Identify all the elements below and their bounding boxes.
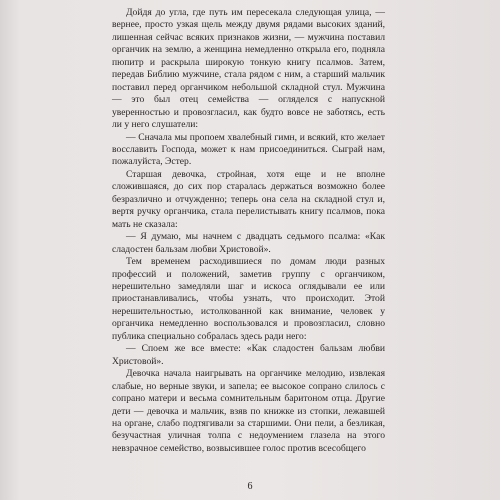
paragraph: — Сначала мы пропоем хвалебный гимн, и всякий, кто желает восславить Господа, может к нам присоединиться. Сыграй нам, пожалуйста, Эстер. <box>112 131 385 168</box>
paragraph: — Я думаю, мы начнем с двадцать седьмого псалма: «Как сладостен бальзам любви Христовой». <box>112 231 385 255</box>
paragraph: Девочка начала наигрывать на органчике мелодию, извлекая слабые, но верные звуки, и запела; ее высокое сопрано слилось с сопрано матери и весьма сомнительным баритоном отца. Другие дети — девочка и мальчик, взяв по книжке из стопки, лежавшей на органе, слабо подтягивали за старшими. Они пели, а безликая, безучастная уличная толпа с недоумением глазела на этого невзрачное семейство, возвысившее голос против всесобщего <box>112 368 385 454</box>
paragraph: — Споем же все вместе: «Как сладостен бальзам любви Христовой». <box>112 343 385 367</box>
body-text <box>112 7 385 455</box>
paragraph: Старшая девочка, стройная, хотя еще и не вполне сложившаяся, до сих пор старалась держаться возможно более безразлично и отчужденно; теперь она села на складной стул и, вертя ручку органчика, стала перелистывать книгу псалмов, пока мать не сказала: <box>112 168 385 230</box>
page-number: 6 <box>247 481 253 492</box>
paragraph: Дойдя до угла, где путь им пересекала следующая улица, — вернее, просто узкая щель между двумя рядами высоких зданий, лишенная сейчас всяких признаков жизни, — мужчина поставил органчик на землю, а женщина немедленно открыла его, подняла пюпитр и раскрыла широкую тонкую книгу псалмов. Затем, передав Библию мужчине, стала рядом с ним, а старший мальчик поставил перед органчиком небольшой складной стул. Мужчина — это был отец семейства — огляделся с напускной уверенностью и провозгласил, как будто вовсе не заботясь, есть ли у него слушатели: <box>112 7 385 131</box>
paragraph: Тем временем расходившиеся по домам люди разных профессий и положений, заметив группу с органчиком, нерешительно замедляли шаг и искоса оглядывали ее или приостанавливались, чтобы узнать, что происходит. Этой нерешительностью, истолкованной как внимание, человек у органчика немедленно воспользовался и провозгласил, словно публика специально собралась здесь ради него: <box>112 256 385 342</box>
